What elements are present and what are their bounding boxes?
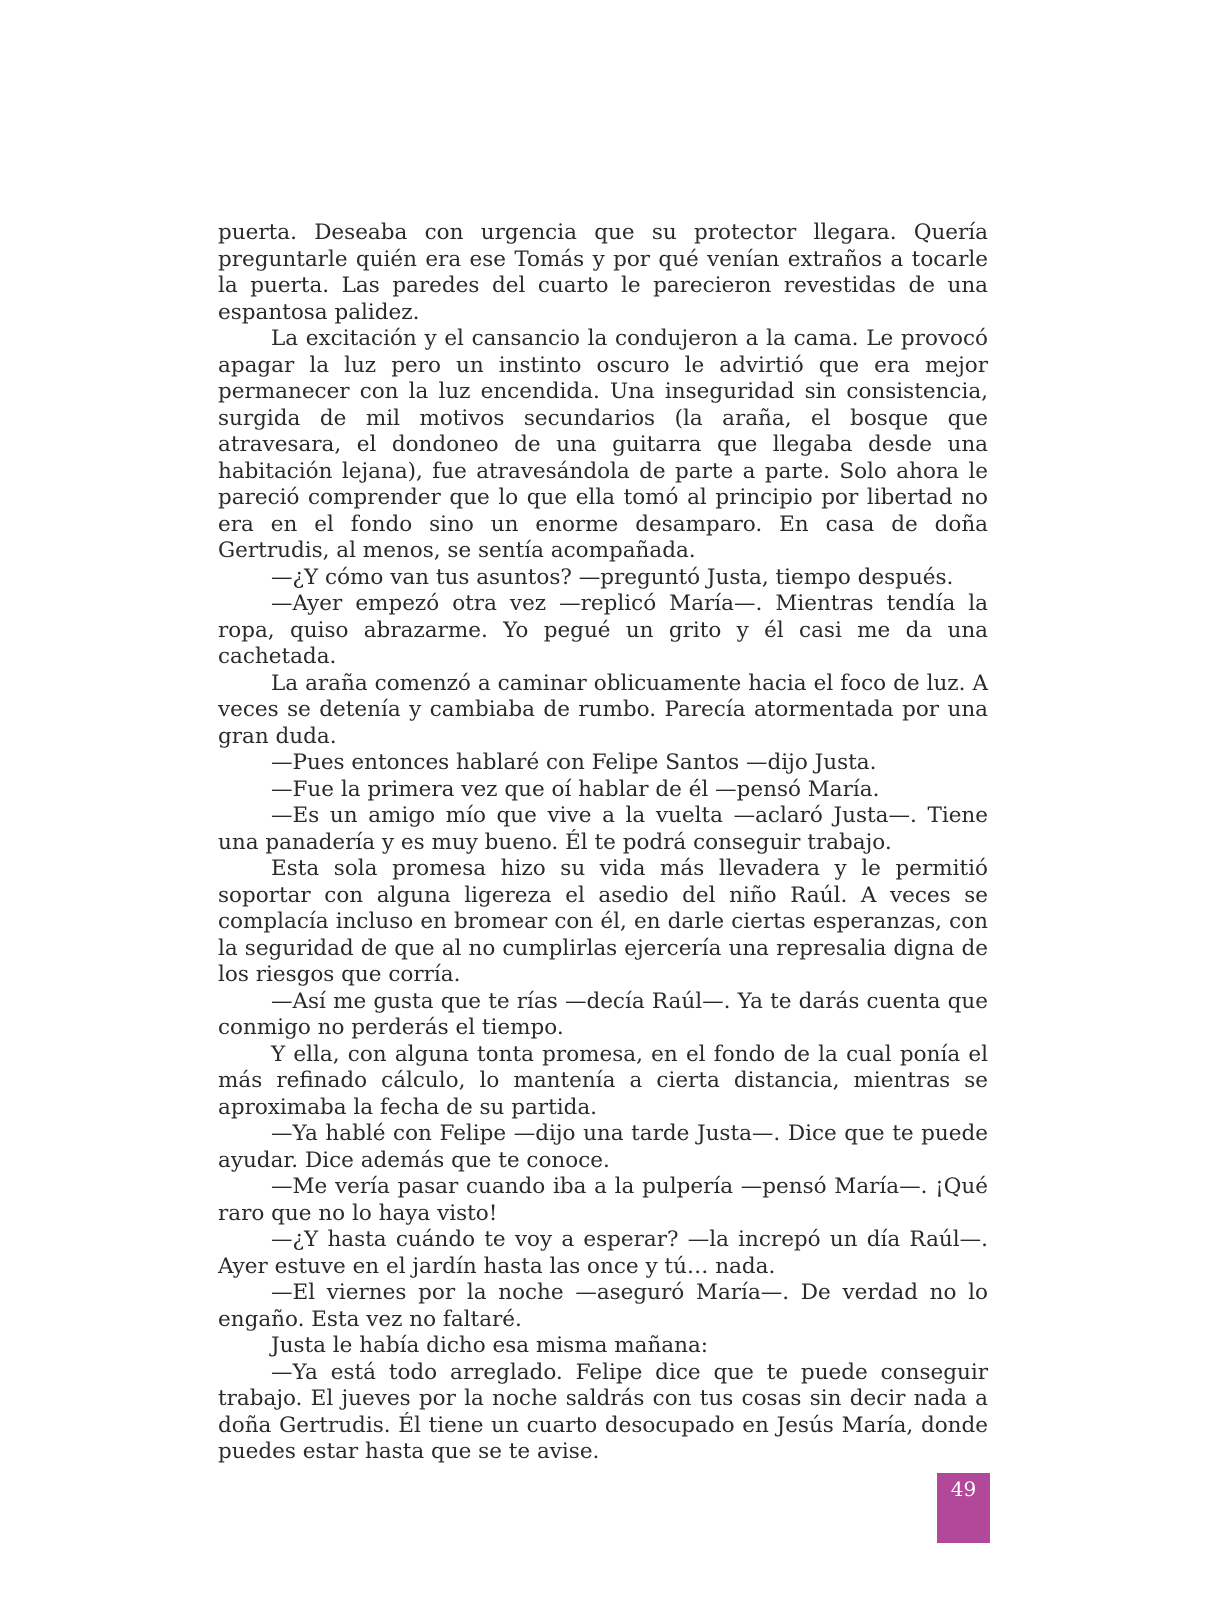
paragraph: —Ayer empezó otra vez —replicó María—. Mientras tendía la ropa, quiso abrazarme. Yo pegué un grito y él casi me da una cachetada. [218,591,988,669]
paragraph: —Ya está todo arreglado. Felipe dice que te puede conseguir trabajo. El jueves por la noche saldrás con tus cosas sin decir nada a doña Gertrudis. Él tiene un cuarto desocupado en Jesús María, donde puedes estar hasta que se te avise. [218,1359,988,1464]
paragraph: —¿Y hasta cuándo te voy a esperar? —la increpó un día Raúl—. Ayer estuve en el jardín hasta las once y tú… nada. [218,1227,988,1279]
body-text [218,220,988,1466]
paragraph: —¿Y cómo van tus asuntos? —preguntó Justa, tiempo después. [271,564,954,590]
paragraph: —Es un amigo mío que vive a la vuelta —aclaró Justa—. Tiene una panadería y es muy bueno. Él te podrá conseguir trabajo. [218,803,988,855]
paragraph: —Fue la primera vez que oí hablar de él —pensó María. [271,776,880,802]
paragraph: Y ella, con alguna tonta promesa, en el fondo de la cual ponía el más refinado cálculo, lo mantenía a cierta distancia, mientras se aproximaba la fecha de su partida. [218,1041,988,1120]
paragraph: puerta. Deseaba con urgencia que su protector llegara. Quería preguntarle quién era ese Tomás y por qué venían extraños a tocarle la puerta. Las paredes del cuarto le parecieron revestidas de una espantosa palidez. [218,220,988,325]
paragraph: La excitación y el cansancio la condujeron a la cama. Le provocó apagar la luz pero un instinto oscuro le advirtió que era mejor permanecer con la luz encendida. Una inseguridad sin consistencia, surgida de mil motivos secundarios (la araña, el bosque que atravesara, el dondoneo de una guitarra que llegaba desde una habitación lejana), fue atravesándola de parte a parte. Solo ahora le pareció comprender que lo que ella tomó al principio por libertad no era en el fondo sino un enorme desamparo. En casa de doña Gertrudis, al menos, se sentía acompañada. [218,326,988,563]
paragraph: —Me vería pasar cuando iba a la pulpería —pensó María—. ¡Qué raro que no lo haya visto! [218,1174,988,1226]
paragraph: —Pues entonces hablaré con Felipe Santos —dijo Justa. [271,750,877,775]
paragraph: —Ya hablé con Felipe —dijo una tarde Justa—. Dice que te puede ayudar. Dice además que te conoce. [218,1121,988,1173]
page-number: 49 [937,1473,990,1543]
paragraph: —Así me gusta que te rías —decía Raúl—. Ya te darás cuenta que conmigo no perderás el tiempo. [218,988,988,1040]
paragraph: Justa le había dicho esa misma mañana: [271,1333,709,1358]
paragraph: La araña comenzó a caminar oblicuamente hacia el foco de luz. A veces se detenía y cambiaba de rumbo. Parecía atormentada por una gran duda. [218,670,988,749]
paragraph: —El viernes por la noche —aseguró María—. De verdad no lo engaño. Esta vez no faltaré. [218,1280,988,1332]
paragraph: Esta sola promesa hizo su vida más llevadera y le permitió soportar con alguna ligereza el asedio del niño Raúl. A veces se complacía incluso en bromear con él, en darle ciertas esperanzas, con la seguridad de que al no cumplirlas ejercería una represalia digna de los riesgos que corría. [218,856,988,987]
